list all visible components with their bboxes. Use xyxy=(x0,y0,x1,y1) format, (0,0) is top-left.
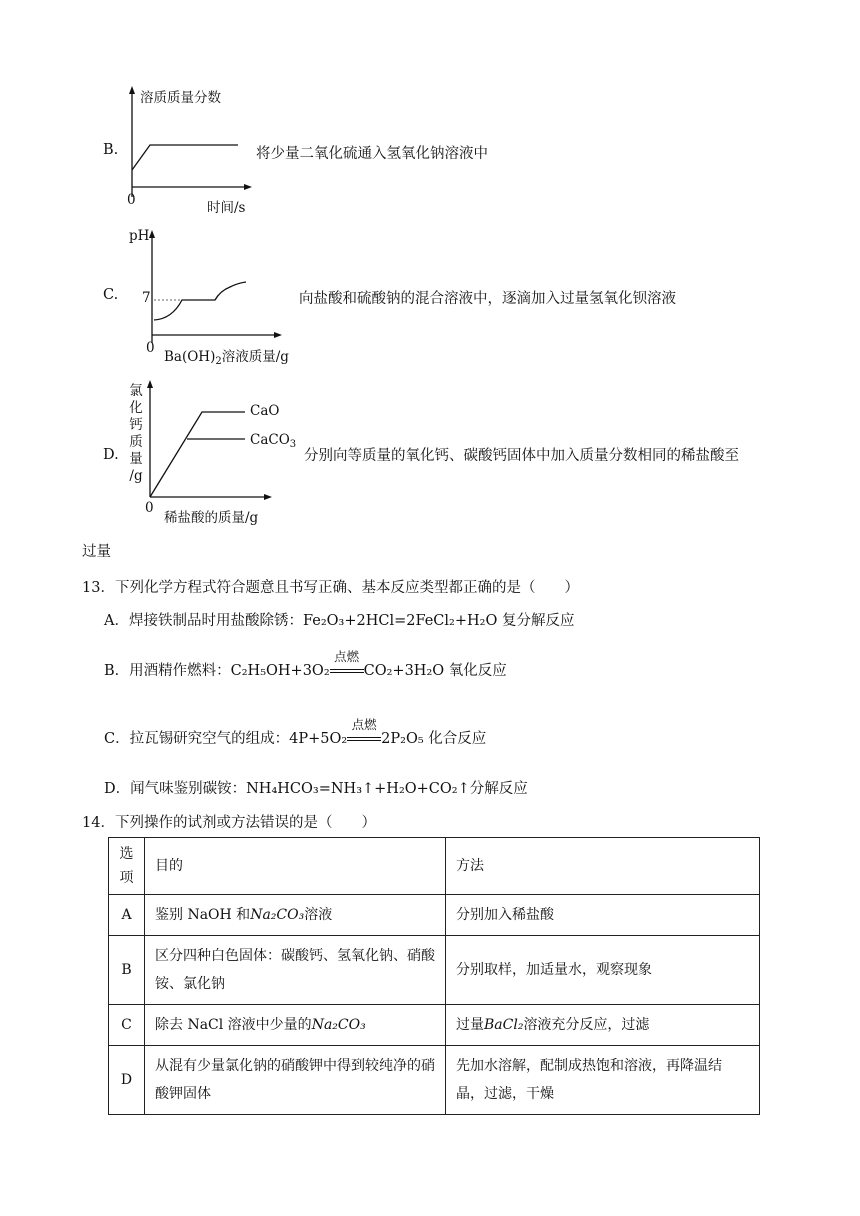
header-option: 选 项 xyxy=(109,838,145,895)
row-option: B xyxy=(109,936,145,1005)
row-method: 过量BaCl₂溶液充分反应，过滤 xyxy=(446,1005,760,1046)
q14-table xyxy=(108,837,760,1115)
row-goal: 除去 NaCl 溶液中少量的Na₂CO₃ xyxy=(145,1005,446,1046)
graph-c-origin: 0 xyxy=(146,340,155,356)
table-header-row xyxy=(109,838,760,895)
row-goal: 鉴别 NaOH 和Na₂CO₃溶液 xyxy=(145,895,446,936)
q13-option-a: A．焊接铁制品时用盐酸除锈：Fe₂O₃+2HCl=2FeCl₂+H₂O 复分解反应 xyxy=(104,613,575,629)
graph-c-curve xyxy=(154,282,246,320)
row-method: 分别加入稀盐酸 xyxy=(446,895,760,936)
row-option: A xyxy=(109,895,145,936)
q13-option-c: C．拉瓦锡研究空气的组成：4P+5O₂ 点燃 2P₂O₅ 化合反应 xyxy=(104,717,487,747)
q13-option-d: D．闻气味鉴别碳铵：NH₄HCO₃=NH₃↑+H₂O+CO₂↑分解反应 xyxy=(104,781,528,797)
row-method: 先加水溶解，配制成热饱和溶液，再降温结晶，过滤，干燥 xyxy=(446,1046,760,1115)
graph-b-curve xyxy=(132,145,238,170)
graph-b-xlabel: 时间/s xyxy=(207,200,246,216)
table-row xyxy=(109,936,760,1005)
row-goal: 区分四种白色固体：碳酸钙、氢氧化钠、硝酸铵、氯化钠 xyxy=(145,936,446,1005)
option-b-label: B. xyxy=(103,142,119,158)
q13-c-condition: 点燃 xyxy=(351,717,377,732)
row-option: C xyxy=(109,1005,145,1046)
graph-d-series-caco3: CaCO$_3$ xyxy=(250,432,297,450)
graph-d-xlabel: 稀盐酸的质量/g xyxy=(164,510,259,526)
graph-c-ytick: 7 xyxy=(142,290,151,306)
q13-b-condition: 点燃 xyxy=(334,649,360,664)
graph-d-ylabel: 氯 化 钙 质 量 /g xyxy=(129,383,143,484)
graph-d-cao-curve xyxy=(150,412,245,497)
graph-b-ylabel: 溶质质量分数 xyxy=(140,90,221,106)
graph-b-statement: 将少量二氧化硫通入氢氧化钠溶液中 xyxy=(256,146,488,162)
graph-c-ylabel: pH xyxy=(129,228,150,244)
header-goal: 目的 xyxy=(145,838,446,895)
graph-c-statement: 向盐酸和硫酸钠的混合溶液中，逐滴加入过量氢氧化钡溶液 xyxy=(299,291,676,307)
table-row xyxy=(109,1005,760,1046)
graph-c xyxy=(140,225,280,345)
graph-d-statement: 分别向等质量的氧化钙、碳酸钙固体中加入质量分数相同的稀盐酸至 xyxy=(304,448,739,464)
row-method: 分别取样，加适量水，观察现象 xyxy=(446,936,760,1005)
table-row xyxy=(109,895,760,936)
row-option: D xyxy=(109,1046,145,1115)
q14-stem: 14．下列操作的试剂或方法错误的是（ ） xyxy=(82,815,376,831)
graph-d-series-cao: CaO xyxy=(250,403,280,419)
option-c-label: C. xyxy=(103,287,119,303)
graph-c-xlabel: $Ba(OH)_2$溶液质量/g xyxy=(164,349,289,367)
graph-b-origin: 0 xyxy=(127,192,136,208)
option-d-label: D. xyxy=(103,447,119,463)
q13-option-b: B．用酒精作燃料：C₂H₅OH+3O₂ 点燃 CO₂+3H₂O 氧化反应 xyxy=(104,649,507,679)
table-row xyxy=(109,1046,760,1115)
graph-d-statement-cont: 过量 xyxy=(82,544,111,560)
row-goal: 从混有少量氯化钠的硝酸钾中得到较纯净的硝酸钾固体 xyxy=(145,1046,446,1115)
header-method: 方法 xyxy=(446,838,760,895)
graph-d-origin: 0 xyxy=(145,500,154,516)
q13-stem: 13．下列化学方程式符合题意且书写正确、基本反应类型都正确的是（ ） xyxy=(82,580,579,596)
